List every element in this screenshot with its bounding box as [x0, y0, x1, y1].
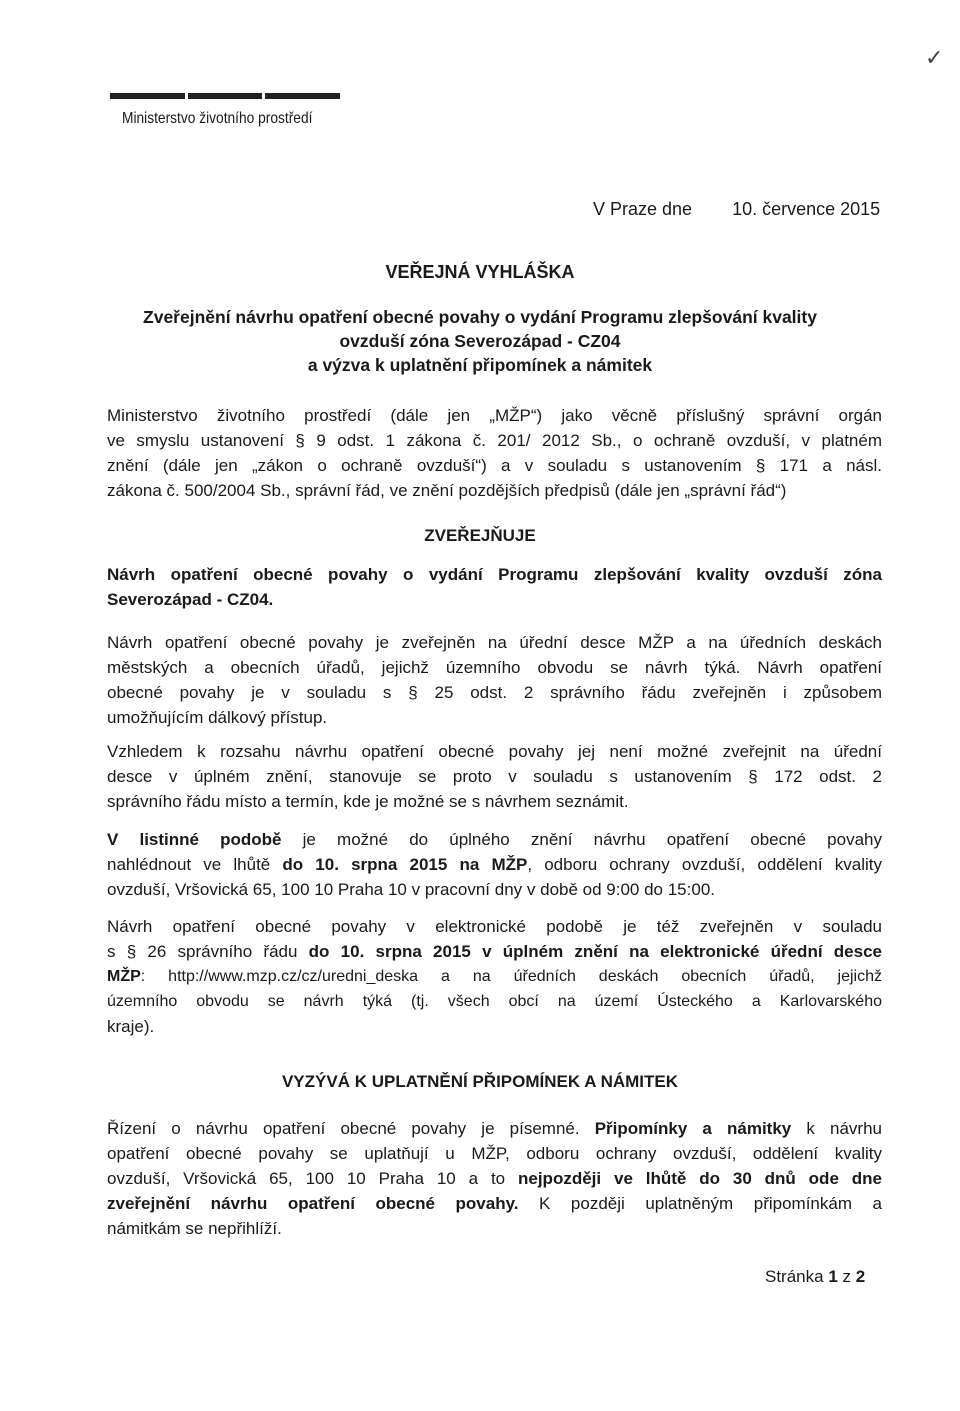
page-number — [765, 1267, 865, 1287]
text: ovzduší, Vršovická 65, 100 10 Praha 10 a to — [107, 1169, 518, 1188]
bold-text: V listinné podobě — [107, 830, 282, 849]
paragraph-line: opatření obecné povahy se uplatňují u MŽP, odboru ochrany ovzduší, oddělení kvality — [107, 1144, 882, 1163]
paragraph-line: Vzhledem k rozsahu návrhu opatření obecné povahy jej není možné zveřejnit na úřední — [107, 742, 882, 761]
paragraph-line — [107, 1116, 882, 1141]
text: K později uplatněným připomínkám a — [518, 1194, 882, 1213]
intro-line: znění (dále jen „zákon o ochraně ovzduší“) a v souladu s ustanovením § 171 a násl. — [107, 456, 882, 475]
paragraph-line: desce v úplném znění, stanovuje se proto v souladu s ustanovením § 172 odst. 2 — [107, 767, 882, 786]
paragraph-line — [107, 1166, 882, 1191]
intro-line: ve smyslu ustanovení § 9 odst. 1 zákona č. 201/ 2012 Sb., o ochraně ovzduší, v platném — [107, 431, 882, 450]
bold-text: nejpozději ve lhůtě do 30 dnů ode dne — [518, 1169, 882, 1188]
bold-text: do 10. srpna 2015 v úplném znění na elektronické úřední desce — [308, 942, 882, 961]
paragraph-line: umožňujícím dálkový přístup. — [107, 708, 328, 727]
text: nahlédnout ve lhůtě — [107, 855, 283, 874]
check-mark-stamp-icon: ✓ — [925, 46, 944, 71]
date-line — [593, 199, 880, 220]
paragraph-line: územního obvodu se návrh týká (tj. všech obcí na území Ústeckého a Karlovarského — [107, 993, 882, 1010]
intro-line: Ministerstvo životního prostředí (dále jen „MŽP“) jako věcně příslušný správní orgán — [107, 406, 882, 425]
proposal-line: Návrh opatření obecné povahy o vydání Programu zlepšování kvality ovzduší zóna — [107, 565, 882, 584]
page-separator: z — [837, 1267, 856, 1286]
paragraph-line: Návrh opatření obecné povahy je zveřejněn na úřední desce MŽP a na úředních deskách — [107, 633, 882, 652]
paragraph-line: ovzduší, Vršovická 65, 100 10 Praha 10 v pracovní dny v době od 9:00 do 15:00. — [107, 880, 715, 899]
subtitle-line: ovzduší zóna Severozápad - CZ04 — [339, 331, 621, 351]
text: , odboru ochrany ovzduší, oddělení kvality — [527, 855, 882, 874]
paragraph-line: námitkám se nepřihlíží. — [107, 1219, 282, 1238]
proposal-line: Severozápad - CZ04. — [107, 590, 274, 609]
paragraph-line: Návrh opatření obecné povahy v elektronické podobě je též zveřejněn v souladu — [107, 917, 882, 936]
ministry-name: Ministerstvo životního prostředí — [122, 110, 313, 127]
bold-text: Připomínky a námitky — [594, 1119, 792, 1138]
intro-paragraph — [107, 403, 882, 503]
paragraph-scope — [107, 739, 882, 814]
paragraph-line — [107, 852, 882, 877]
document-title: VEŘEJNÁ VYHLÁŠKA — [385, 262, 575, 282]
subtitle-line: Zveřejnění návrhu opatření obecné povahy o vydání Programu zlepšování kvality — [143, 307, 817, 327]
paragraph-line — [107, 1191, 882, 1216]
text: : http://www.mzp.cz/cz/uredni_deska a na úředních deskách obecních úřadů, jejichž — [140, 968, 882, 985]
ministry-logo-bar — [110, 93, 340, 99]
paragraph-publication — [107, 630, 882, 730]
bold-text: do 10. srpna 2015 na MŽP — [282, 855, 528, 874]
intro-line: zákona č. 500/2004 Sb., správní řád, ve znění pozdějších předpisů (dále jen „správní řád“) — [107, 481, 787, 500]
heading-call-for-comments: VYZÝVÁ K UPLATNĚNÍ PŘIPOMÍNEK A NÁMITEK — [281, 1072, 679, 1091]
date-place: V Praze dne — [593, 199, 693, 219]
total-pages: 2 — [855, 1267, 866, 1286]
text: s § 26 správního řádu — [107, 942, 309, 961]
paragraph-line — [107, 827, 882, 852]
bold-text: MŽP — [107, 968, 141, 985]
text: k návrhu — [791, 1119, 882, 1138]
paragraph-comments — [107, 1116, 882, 1241]
date-day: 10. července 2015 — [732, 199, 881, 219]
text: je možné do úplného znění návrhu opatření obecné povahy — [281, 830, 883, 849]
page-label: Stránka — [765, 1267, 829, 1286]
paragraph-line — [107, 939, 882, 964]
current-page: 1 — [828, 1267, 838, 1286]
heading-publishes: ZVEŘEJŇUJE — [424, 526, 536, 545]
paragraph-line: kraje). — [107, 1017, 155, 1036]
paragraph-line: správního řádu místo a termín, kde je možné se s návrhem seznámit. — [107, 792, 629, 811]
paragraph-electronic-form — [107, 914, 882, 1039]
paragraph-paper-form — [107, 827, 882, 902]
text: Řízení o návrhu opatření obecné povahy je písemné. — [107, 1119, 595, 1138]
subtitle-line: a výzva k uplatnění připomínek a námitek — [307, 355, 653, 375]
paragraph-line — [107, 964, 882, 989]
proposal-paragraph — [107, 562, 882, 612]
paragraph-line: městských a obecních úřadů, jejichž územního obvodu se návrh týká. Návrh opatření — [107, 658, 882, 677]
bold-text: zveřejnění návrhu opatření obecné povahy. — [107, 1194, 519, 1213]
paragraph-line: obecné povahy je v souladu s § 25 odst. 2 správního řádu zveřejněn i způsobem — [107, 683, 882, 702]
